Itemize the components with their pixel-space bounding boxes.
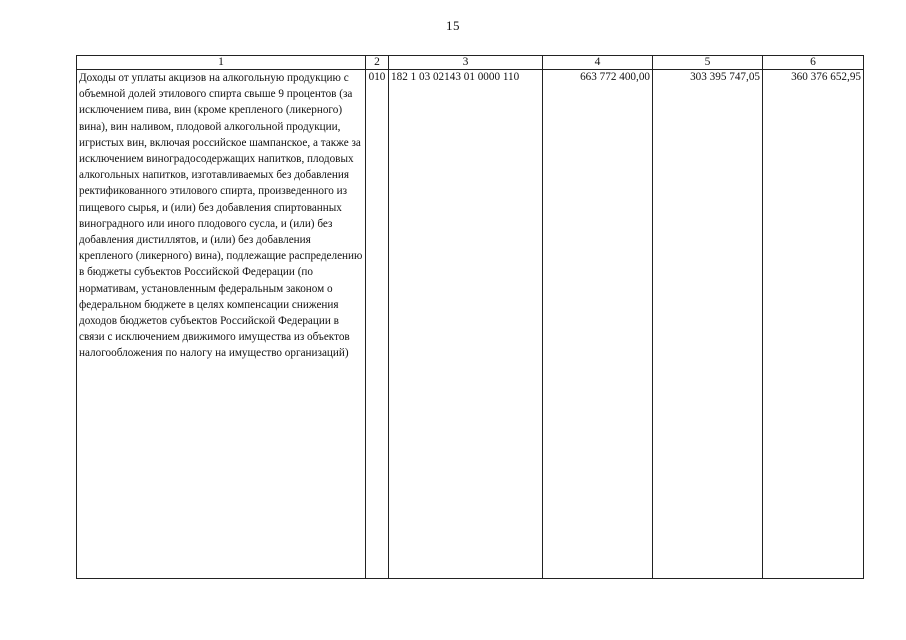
budget-classification-code: 182 1 03 02143 01 0000 110 <box>389 70 543 579</box>
header-col-1: 1 <box>77 56 366 70</box>
header-col-2: 2 <box>366 56 389 70</box>
value-col-5: 303 395 747,05 <box>653 70 763 579</box>
value-col-4: 663 772 400,00 <box>543 70 653 579</box>
row-description: Доходы от уплаты акцизов на алкогольную продукцию с объемной долей этилового спирта свыше 9 процентов (за исключением пива, вин (кроме крепленого (ликерного) вина), вин наливом, плодовой алкогольной продукции, игристых вин, включая российское шампанское, а также за исключением виноградосодержащих напитков, плодовых алкогольных напитков, изготавливаемых без добавления ректификованного этилового спирта, произведенного из пищевого сырья, и (или) без добавления спиртованных виноградного или иного плодового сусла, и (или) без добавления дистиллятов, и (или) без добавления крепленого (ликерного) вина), подлежащие распределению в бюджеты субъектов Российской Федерации (по нормативам, установленным федеральным законом о федеральном бюджете в целях компенсации снижения доходов бюджетов субъектов Российской Федерации в связи с исключением движимого имущества из объектов налогообложения по налогу на имущество организаций) <box>77 70 366 579</box>
revenue-table <box>76 55 864 579</box>
header-col-4: 4 <box>543 56 653 70</box>
value-col-6: 360 376 652,95 <box>763 70 864 579</box>
page-number: 15 <box>446 18 460 33</box>
header-col-5: 5 <box>653 56 763 70</box>
row-code: 010 <box>366 70 389 579</box>
table-header-row <box>77 56 864 70</box>
table-row <box>77 70 864 579</box>
header-col-6: 6 <box>763 56 864 70</box>
header-col-3: 3 <box>389 56 543 70</box>
